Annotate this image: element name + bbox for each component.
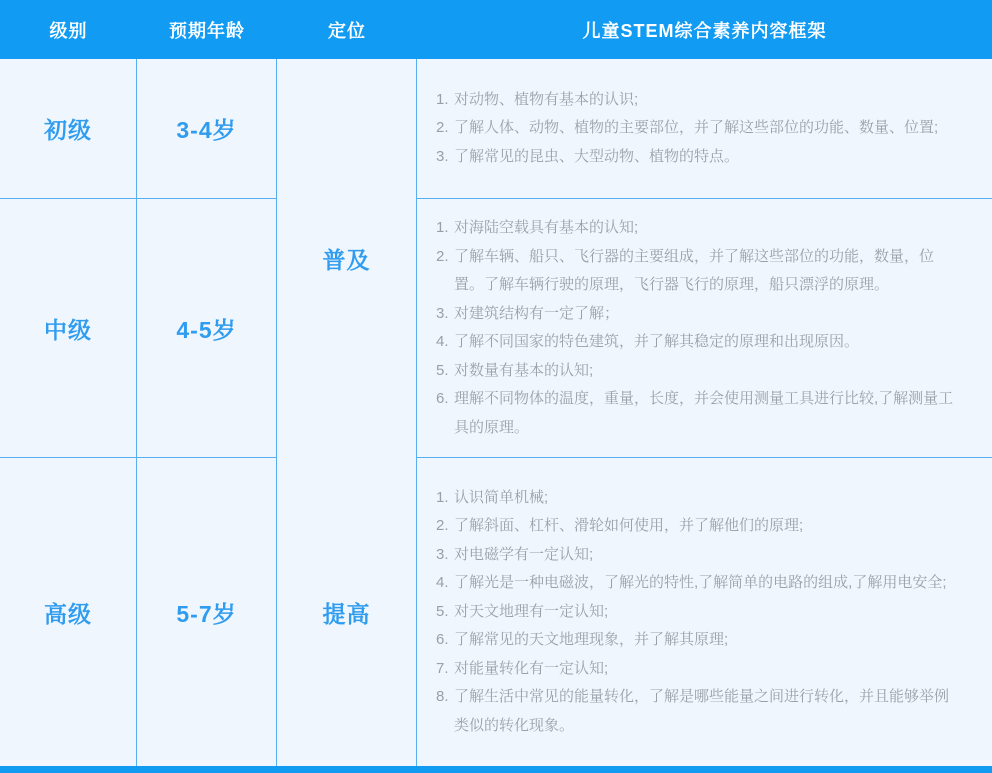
item-number: 2. — [436, 119, 449, 137]
age-cell-advanced: 5-7岁 — [137, 458, 277, 766]
item-text: 了解光是一种电磁波，了解光的特性,了解简单的电路的组成,了解用电安全; — [454, 574, 947, 592]
item-text: 对天文地理有一定认知; — [454, 602, 609, 620]
item-text: 了解人体、动物、植物的主要部位，并了解这些部位的功能、数量、位置; — [454, 119, 939, 137]
item-text: 对动物、植物有基本的认识; — [454, 90, 639, 108]
item-number: 1. — [436, 90, 449, 108]
item-text: 了解车辆、船只、飞行器的主要组成，并了解这些部位的功能，数量，位置。了解车辆行驶的原理，飞行器飞行的原理，船只漂浮的原理。 — [454, 247, 935, 293]
framework-item — [436, 683, 962, 740]
framework-item — [436, 328, 962, 357]
framework-item — [436, 484, 962, 513]
item-number: 4. — [436, 574, 449, 592]
item-text: 对电磁学有一定认知; — [454, 545, 594, 563]
item-text: 认识简单机械; — [454, 488, 549, 506]
table-header-row — [0, 0, 992, 59]
framework-item — [436, 569, 962, 598]
framework-item — [436, 385, 962, 442]
framework-item — [436, 243, 962, 300]
item-number: 7. — [436, 659, 449, 677]
framework-item — [436, 86, 962, 115]
positioning-cell-universal: 普及 — [277, 59, 417, 458]
item-number: 2. — [436, 517, 449, 535]
item-text: 了解常见的昆虫、大型动物、植物的特点。 — [454, 147, 740, 165]
level-cell-advanced: 高级 — [0, 458, 137, 766]
header-expected-age: 预期年龄 — [169, 20, 245, 41]
item-text: 对海陆空载具有基本的认知; — [454, 219, 639, 236]
item-text: 理解不同物体的温度，重量，长度，并会使用测量工具进行比较,了解测量工具的原理。 — [454, 390, 954, 436]
bottom-accent-bar — [0, 766, 992, 773]
framework-item — [436, 114, 962, 143]
header-content-framework: 儿童STEM综合素养内容框架 — [582, 20, 827, 41]
item-text: 对建筑结构有一定了解； — [454, 304, 620, 322]
framework-item — [436, 143, 962, 172]
age-cell-beginner: 3-4岁 — [137, 59, 277, 199]
framework-item — [436, 512, 962, 541]
item-number: 8. — [436, 688, 449, 706]
framework-list-intermediate — [417, 199, 992, 458]
item-number: 1. — [436, 219, 449, 236]
framework-item — [436, 541, 962, 570]
item-text: 了解常见的天文地理现象，并了解其原理; — [454, 631, 729, 649]
item-number: 6. — [436, 631, 449, 649]
item-number: 5. — [436, 602, 449, 620]
framework-item — [436, 300, 962, 329]
header-positioning: 定位 — [328, 20, 366, 41]
item-number: 3. — [436, 304, 449, 322]
framework-list-beginner — [417, 59, 992, 199]
item-text: 对能量转化有一定认知; — [454, 659, 609, 677]
table-body — [0, 59, 992, 766]
positioning-cell-improve: 提高 — [277, 458, 417, 766]
level-cell-intermediate: 中级 — [0, 199, 137, 458]
framework-item — [436, 357, 962, 386]
header-level: 级别 — [49, 20, 88, 41]
item-number: 2. — [436, 247, 449, 265]
framework-item — [436, 626, 962, 655]
framework-item — [436, 655, 962, 684]
item-number: 5. — [436, 361, 449, 379]
item-number: 3. — [436, 545, 449, 563]
item-number: 6. — [436, 390, 449, 407]
item-number: 1. — [436, 488, 449, 506]
item-text: 了解不同国家的特色建筑，并了解其稳定的原理和出现原因。 — [454, 333, 860, 350]
age-cell-intermediate: 4-5岁 — [137, 199, 277, 458]
framework-item — [436, 598, 962, 627]
item-text: 对数量有基本的认知; — [454, 361, 594, 379]
item-text: 了解斜面、杠杆、滑轮如何使用，并了解他们的原理; — [454, 517, 804, 535]
level-cell-beginner: 初级 — [0, 59, 137, 199]
framework-item — [436, 214, 962, 243]
framework-list-advanced — [417, 458, 992, 766]
item-number: 3. — [436, 147, 449, 165]
item-number: 4. — [436, 333, 449, 350]
item-text: 了解生活中常见的能量转化，了解是哪些能量之间进行转化，并且能够举例类似的转化现象。 — [454, 688, 950, 734]
